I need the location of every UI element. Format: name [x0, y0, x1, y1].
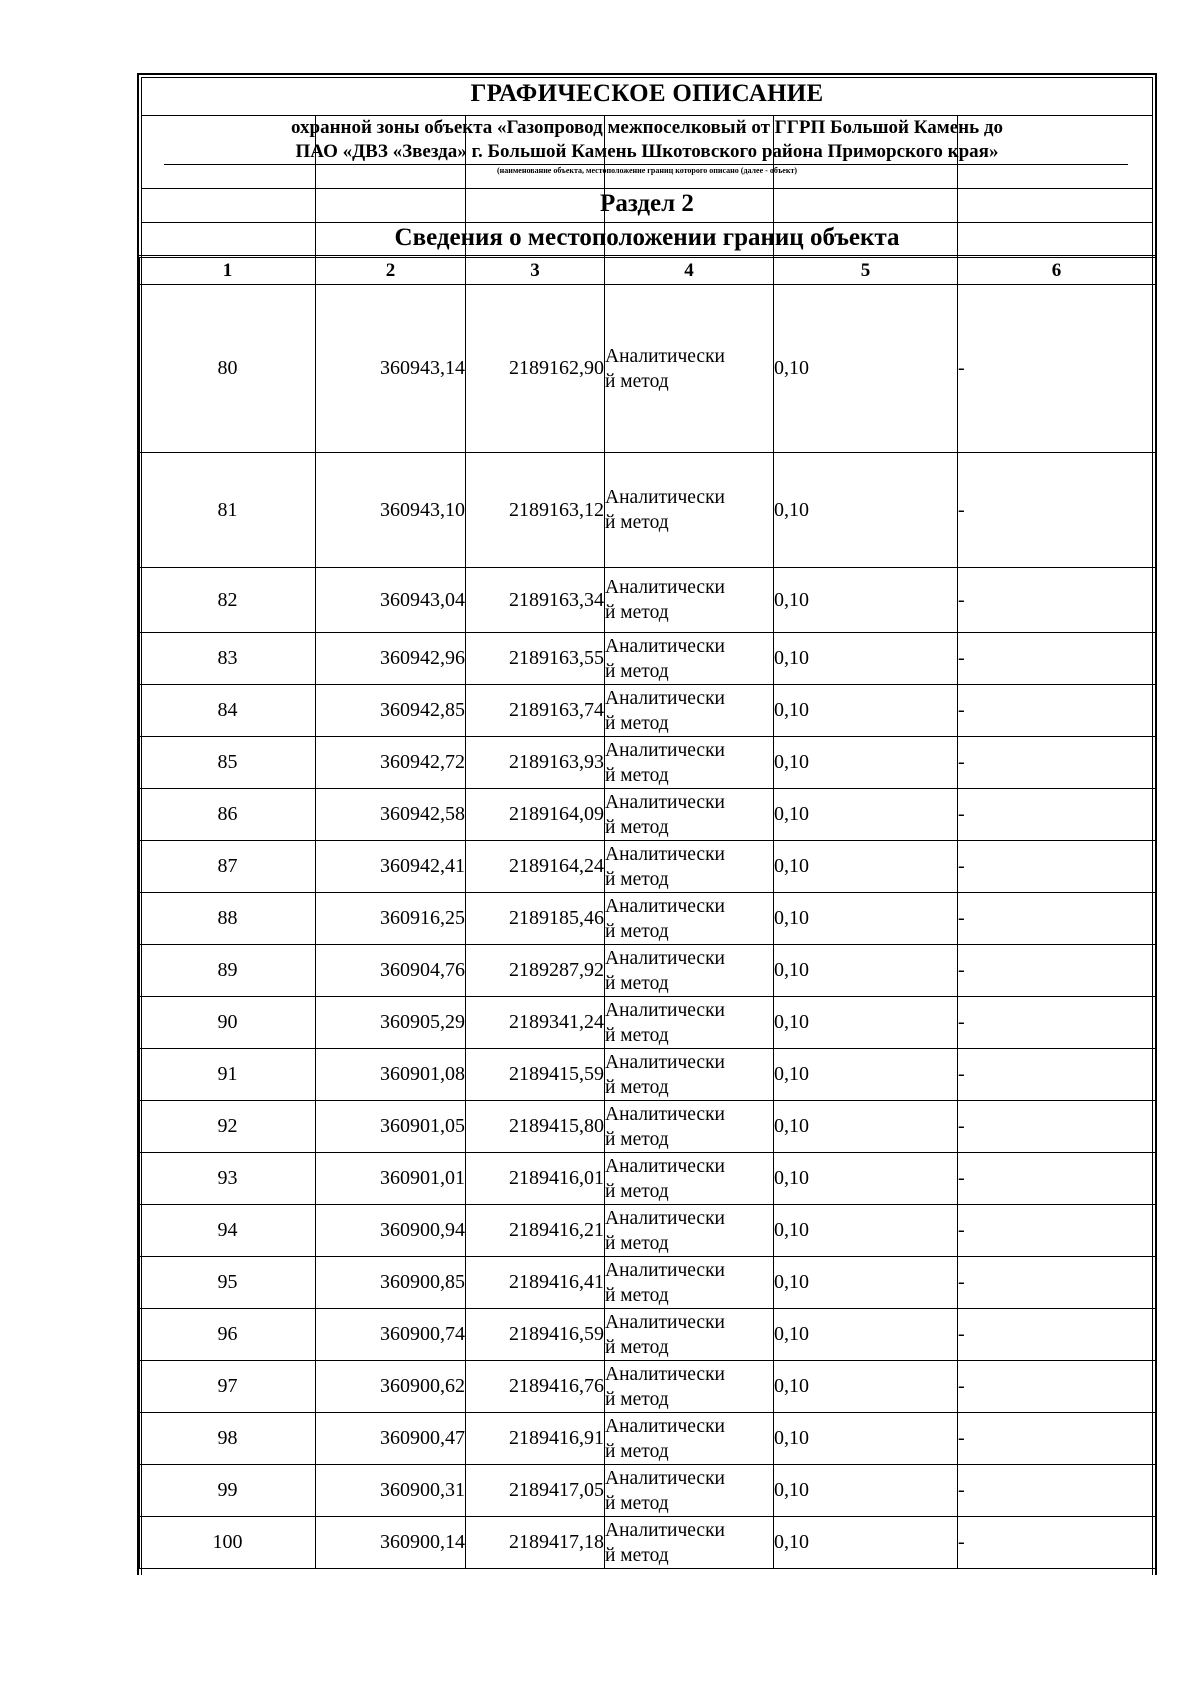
determination-method [605, 737, 774, 789]
coordinate-y: 2189163,55 [466, 633, 605, 685]
accuracy-value: 0,10 [774, 1413, 958, 1465]
accuracy-value: 0,10 [774, 1205, 958, 1257]
method-line-1: Аналитически [605, 791, 725, 813]
determination-method [605, 1309, 774, 1361]
accuracy-value: 0,10 [774, 1257, 958, 1309]
coordinate-x: 360901,05 [316, 1101, 466, 1153]
table-row [140, 1153, 1156, 1205]
point-number: 84 [140, 685, 316, 737]
coordinate-x: 360916,25 [316, 893, 466, 945]
note-value: - [958, 1101, 1156, 1153]
table-row [140, 685, 1156, 737]
method-line-2: й метод [605, 1076, 669, 1098]
note-value: - [958, 737, 1156, 789]
document-page [137, 73, 1157, 1575]
note-value: - [958, 1361, 1156, 1413]
note-value: - [958, 997, 1156, 1049]
point-number: 98 [140, 1413, 316, 1465]
table-row [140, 1257, 1156, 1309]
table-row [140, 1049, 1156, 1101]
note-value: - [958, 453, 1156, 568]
accuracy-value: 0,10 [774, 285, 958, 453]
determination-method [605, 789, 774, 841]
accuracy-value: 0,10 [774, 893, 958, 945]
method-line-2: й метод [605, 660, 669, 682]
point-number: 86 [140, 789, 316, 841]
coordinate-x: 360904,76 [316, 945, 466, 997]
note-value: - [958, 1465, 1156, 1517]
coordinate-y: 2189163,12 [466, 453, 605, 568]
coordinate-y: 2189163,34 [466, 568, 605, 633]
method-line-1: Аналитически [605, 1519, 725, 1541]
object-name-line-2: ПАО «ДВЗ «Звезда» г. Большой Камень Шкотовского района Приморского края» [295, 141, 999, 162]
note-value: - [958, 1049, 1156, 1101]
table-row [140, 285, 1156, 453]
method-line-1: Аналитически [605, 999, 725, 1021]
point-number: 93 [140, 1153, 316, 1205]
coordinate-y: 2189164,09 [466, 789, 605, 841]
coordinate-y: 2189162,90 [466, 285, 605, 453]
method-line-1: Аналитически [605, 487, 725, 508]
accuracy-value: 0,10 [774, 685, 958, 737]
method-line-2: й метод [605, 370, 669, 392]
point-number: 91 [140, 1049, 316, 1101]
method-line-2: й метод [605, 602, 669, 623]
point-number: 88 [140, 893, 316, 945]
note-value: - [958, 945, 1156, 997]
method-line-2: й метод [605, 816, 669, 838]
accuracy-value: 0,10 [774, 789, 958, 841]
column-header-4: 4 [605, 258, 774, 285]
method-line-2: й метод [605, 764, 669, 786]
coordinate-x: 360900,31 [316, 1465, 466, 1517]
coordinate-y: 2189416,01 [466, 1153, 605, 1205]
table-row [140, 633, 1156, 685]
point-number: 99 [140, 1465, 316, 1517]
method-line-1: Аналитически [605, 687, 725, 709]
method-line-1: Аналитически [605, 739, 725, 761]
point-number: 90 [140, 997, 316, 1049]
coordinate-x: 360943,04 [316, 568, 466, 633]
method-line-1: Аналитически [605, 635, 725, 657]
header-rule [137, 255, 1157, 256]
note-value: - [958, 568, 1156, 633]
determination-method [605, 685, 774, 737]
method-line-2: й метод [605, 1128, 669, 1150]
method-line-1: Аналитически [605, 577, 725, 598]
point-number: 92 [140, 1101, 316, 1153]
note-value: - [958, 1413, 1156, 1465]
accuracy-value: 0,10 [774, 1361, 958, 1413]
object-name-line-1: охранной зоны объекта «Газопровод межпоселковый от ГГРП Большой Камень до [291, 117, 1003, 138]
point-number: 95 [140, 1257, 316, 1309]
table-row [140, 1413, 1156, 1465]
accuracy-value: 0,10 [774, 1465, 958, 1517]
method-line-1: Аналитически [605, 1363, 725, 1385]
note-value: - [958, 1153, 1156, 1205]
method-line-1: Аналитически [605, 947, 725, 969]
method-line-2: й метод [605, 1284, 669, 1306]
coordinate-y: 2189417,18 [466, 1517, 605, 1569]
point-number: 100 [140, 1517, 316, 1569]
determination-method [605, 1517, 774, 1569]
determination-method [605, 453, 774, 568]
note-value: - [958, 789, 1156, 841]
coordinate-y: 2189416,41 [466, 1257, 605, 1309]
determination-method [605, 1049, 774, 1101]
accuracy-value: 0,10 [774, 841, 958, 893]
coordinate-x: 360943,10 [316, 453, 466, 568]
coordinate-y: 2189416,76 [466, 1361, 605, 1413]
table-row [140, 1517, 1156, 1569]
column-header-1: 1 [140, 258, 316, 285]
point-number: 80 [140, 285, 316, 453]
point-number: 81 [140, 453, 316, 568]
coordinate-y: 2189341,24 [466, 997, 605, 1049]
accuracy-value: 0,10 [774, 1101, 958, 1153]
determination-method [605, 1257, 774, 1309]
accuracy-value: 0,10 [774, 945, 958, 997]
table-row [140, 841, 1156, 893]
method-line-2: й метод [605, 972, 669, 994]
note-value: - [958, 685, 1156, 737]
method-line-2: й метод [605, 512, 669, 533]
coordinate-y: 2189415,59 [466, 1049, 605, 1101]
method-line-2: й метод [605, 712, 669, 734]
point-number: 89 [140, 945, 316, 997]
accuracy-value: 0,10 [774, 568, 958, 633]
determination-method [605, 633, 774, 685]
coordinate-y: 2189163,93 [466, 737, 605, 789]
point-number: 97 [140, 1361, 316, 1413]
section-title: Сведения о местоположении границ объекта [394, 224, 900, 251]
determination-method [605, 841, 774, 893]
document-title: ГРАФИЧЕСКОЕ ОПИСАНИЕ [470, 80, 824, 107]
coordinate-x: 360942,58 [316, 789, 466, 841]
column-header-3: 3 [466, 258, 605, 285]
method-line-2: й метод [605, 868, 669, 890]
coordinate-y: 2189417,05 [466, 1465, 605, 1517]
coordinate-y: 2189416,59 [466, 1309, 605, 1361]
note-value: - [958, 1257, 1156, 1309]
object-name-caption: (наименование объекта, местоположение границ которого описано (далее - объект) [496, 166, 798, 175]
method-line-1: Аналитически [605, 1155, 725, 1177]
method-line-1: Аналитически [605, 1415, 725, 1437]
table-row [140, 789, 1156, 841]
determination-method [605, 1101, 774, 1153]
coordinate-y: 2189416,91 [466, 1413, 605, 1465]
note-value: - [958, 285, 1156, 453]
table-row [140, 568, 1156, 633]
accuracy-value: 0,10 [774, 737, 958, 789]
note-value: - [958, 1517, 1156, 1569]
coordinate-y: 2189163,74 [466, 685, 605, 737]
accuracy-value: 0,10 [774, 453, 958, 568]
method-line-1: Аналитически [605, 1311, 725, 1333]
method-line-1: Аналитически [605, 345, 725, 367]
table-row [140, 1465, 1156, 1517]
determination-method [605, 1465, 774, 1517]
column-header-5: 5 [774, 258, 958, 285]
point-number: 87 [140, 841, 316, 893]
coordinate-x: 360900,85 [316, 1257, 466, 1309]
accuracy-value: 0,10 [774, 1153, 958, 1205]
column-header-2: 2 [316, 258, 466, 285]
table-row [140, 737, 1156, 789]
point-number: 85 [140, 737, 316, 789]
coordinate-x: 360900,14 [316, 1517, 466, 1569]
determination-method [605, 568, 774, 633]
accuracy-value: 0,10 [774, 997, 958, 1049]
table-row [140, 1309, 1156, 1361]
note-value: - [958, 893, 1156, 945]
determination-method [605, 1361, 774, 1413]
coordinate-y: 2189185,46 [466, 893, 605, 945]
table-row [140, 997, 1156, 1049]
point-number: 96 [140, 1309, 316, 1361]
note-value: - [958, 841, 1156, 893]
coordinate-x: 360900,94 [316, 1205, 466, 1257]
method-line-2: й метод [605, 1232, 669, 1254]
coordinate-x: 360905,29 [316, 997, 466, 1049]
method-line-2: й метод [605, 1440, 669, 1462]
column-header-6: 6 [958, 258, 1156, 285]
coordinate-x: 360901,01 [316, 1153, 466, 1205]
method-line-1: Аналитически [605, 843, 725, 865]
determination-method [605, 945, 774, 997]
determination-method [605, 1205, 774, 1257]
note-value: - [958, 633, 1156, 685]
method-line-1: Аналитически [605, 1051, 725, 1073]
coordinate-x: 360900,47 [316, 1413, 466, 1465]
boundary-coordinates-table [139, 257, 1156, 1569]
section-number: Раздел 2 [600, 190, 694, 217]
table-row [140, 1101, 1156, 1153]
point-number: 82 [140, 568, 316, 633]
method-line-1: Аналитически [605, 895, 725, 917]
determination-method [605, 893, 774, 945]
table-header-row [140, 258, 1156, 285]
coordinate-y: 2189287,92 [466, 945, 605, 997]
coordinate-x: 360900,74 [316, 1309, 466, 1361]
table-row [140, 453, 1156, 568]
accuracy-value: 0,10 [774, 1517, 958, 1569]
table-row [140, 1361, 1156, 1413]
coordinate-y: 2189416,21 [466, 1205, 605, 1257]
method-line-2: й метод [605, 1388, 669, 1410]
coordinate-x: 360942,96 [316, 633, 466, 685]
point-number: 83 [140, 633, 316, 685]
method-line-1: Аналитически [605, 1467, 725, 1489]
method-line-2: й метод [605, 1544, 669, 1566]
determination-method [605, 997, 774, 1049]
coordinate-x: 360943,14 [316, 285, 466, 453]
method-line-1: Аналитически [605, 1207, 725, 1229]
accuracy-value: 0,10 [774, 1309, 958, 1361]
accuracy-value: 0,10 [774, 1049, 958, 1101]
coordinate-x: 360942,72 [316, 737, 466, 789]
coordinate-y: 2189164,24 [466, 841, 605, 893]
coordinate-x: 360900,62 [316, 1361, 466, 1413]
subtitle-underline [164, 164, 1128, 165]
table-row [140, 1205, 1156, 1257]
point-number: 94 [140, 1205, 316, 1257]
determination-method [605, 1413, 774, 1465]
method-line-2: й метод [605, 1492, 669, 1514]
method-line-2: й метод [605, 1024, 669, 1046]
coordinate-x: 360942,41 [316, 841, 466, 893]
table-row [140, 893, 1156, 945]
method-line-2: й метод [605, 920, 669, 942]
determination-method [605, 1153, 774, 1205]
method-line-2: й метод [605, 1180, 669, 1202]
coordinate-x: 360901,08 [316, 1049, 466, 1101]
determination-method [605, 285, 774, 453]
coordinate-y: 2189415,80 [466, 1101, 605, 1153]
method-line-1: Аналитически [605, 1259, 725, 1281]
header-rule [141, 188, 1153, 189]
accuracy-value: 0,10 [774, 633, 958, 685]
table-row [140, 945, 1156, 997]
method-line-1: Аналитически [605, 1103, 725, 1125]
note-value: - [958, 1205, 1156, 1257]
coordinate-x: 360942,85 [316, 685, 466, 737]
note-value: - [958, 1309, 1156, 1361]
header-rule [141, 222, 1153, 223]
method-line-2: й метод [605, 1336, 669, 1358]
